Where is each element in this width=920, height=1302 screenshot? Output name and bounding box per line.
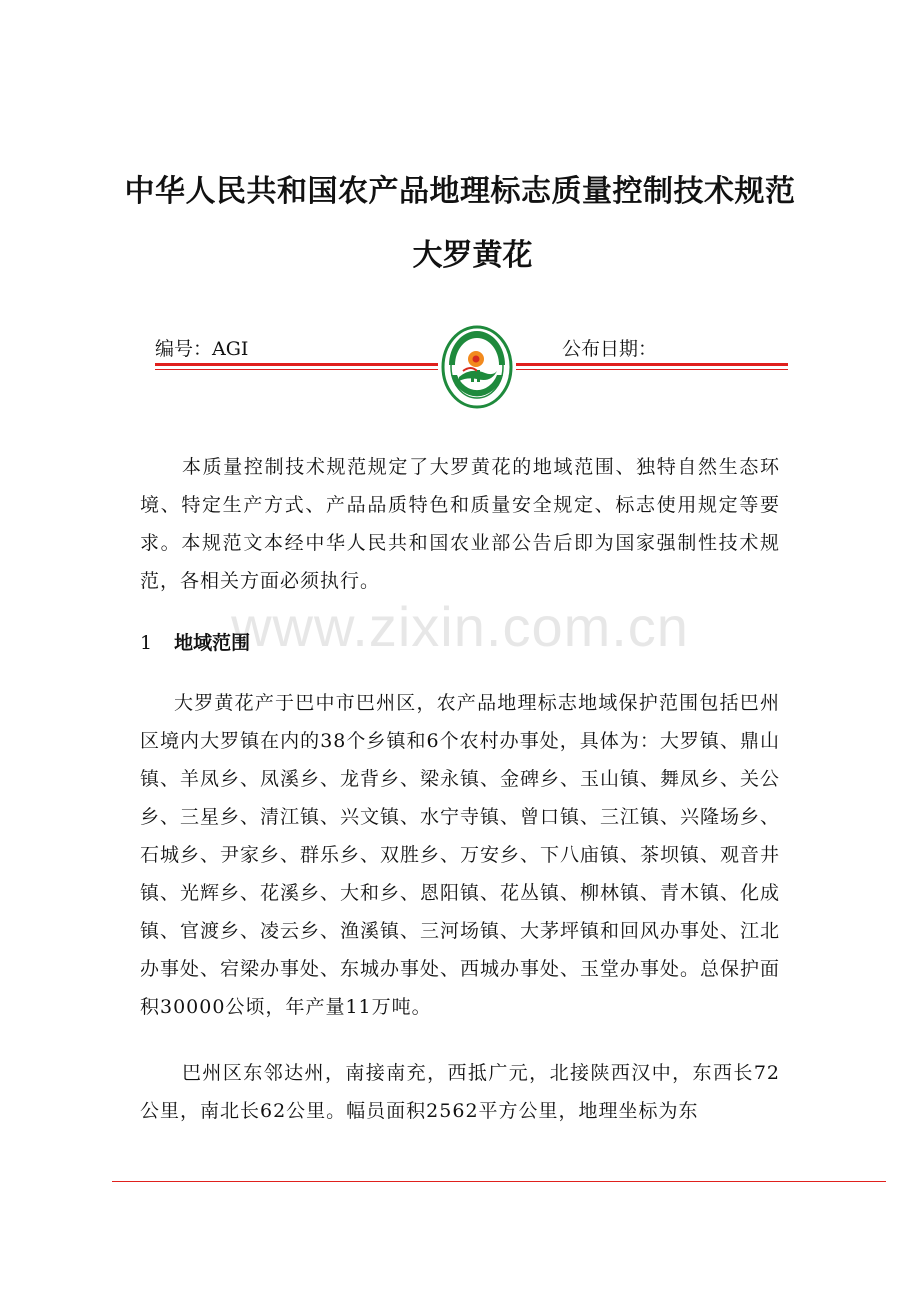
geographical-indication-logo-icon xyxy=(441,325,513,409)
header-rule-left-thin xyxy=(155,369,438,370)
document-subtitle: 大罗黄花 xyxy=(412,238,533,273)
header-rule-left xyxy=(155,363,438,366)
intro-paragraph: 本质量控制技术规范规定了大罗黄花的地域范围、独特自然生态环境、特定生产方式、产品品质特色和质量安全规定、标志使用规定等要求。本规范文本经中华人民共和国农业部公告后即为国家强制性技术规范，各相关方面必须执行。 xyxy=(140,456,780,592)
region-paragraph: 大罗黄花产于巴中市巴州区，农产品地理标志地域保护范围包括巴州区境内大罗镇在内的38个乡镇和6个农村办事处，具体为：大罗镇、鼎山镇、羊凤乡、凤溪乡、龙背乡、梁永镇、金碑乡、玉山镇、舞凤乡、关公乡、三星乡、清江镇、兴文镇、水宁寺镇、曾口镇、三江镇、兴隆场乡、石城乡、尹家乡、群乐乡、双胜乡、万安乡、下八庙镇、茶坝镇、观音井镇、光辉乡、花溪乡、大和乡、恩阳镇、花丛镇、柳林镇、青木镇、化成镇、官渡乡、凌云乡、渔溪镇、三河场镇、大茅坪镇和回风办事处、江北办事处、宕梁办事处、东城办事处、西城办事处、玉堂办事处。总保护面积30000公顷，年产量11万吨。 xyxy=(140,692,781,1018)
section-title: 地域范围 xyxy=(174,632,251,654)
section-heading-1 xyxy=(140,628,250,655)
header-rule-right xyxy=(516,363,788,366)
publish-date: 公布日期： xyxy=(562,338,658,360)
document-number: 编号：AGI xyxy=(155,338,249,360)
geography-paragraph: 巴州区东邻达州，南接南充，西抵广元，北接陕西汉中，东西长72公里，南北长62公里。幅员面积2562平方公里，地理坐标为东 xyxy=(140,1062,780,1122)
document-title: 中华人民共和国农产品地理标志质量控制技术规范 xyxy=(124,174,796,209)
footer-rule xyxy=(112,1181,886,1182)
section-number: 1 xyxy=(140,632,153,654)
header-rule-right-thin xyxy=(516,369,788,370)
watermark: www.zixin.com.cn xyxy=(231,595,689,658)
